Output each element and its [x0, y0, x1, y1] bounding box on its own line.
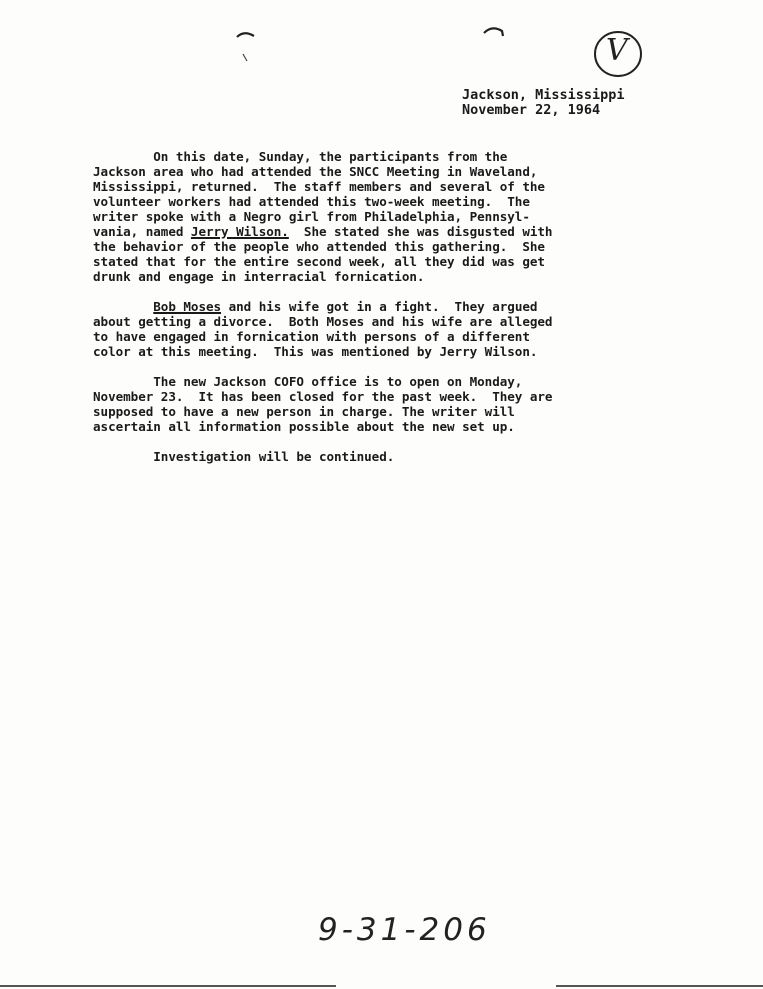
text-line: On this date, Sunday, the participants from the [93, 149, 508, 164]
paragraph [93, 449, 653, 464]
dateline-date: November 22, 1964 [462, 102, 601, 118]
scan-mark-right [482, 24, 506, 42]
text-line: color at this meeting. This was mentioned by Jerry Wilson. [93, 344, 538, 359]
text-line: Mississippi, returned. The staff members and several of the [93, 179, 545, 194]
underlined-name: Bob Moses [153, 299, 222, 314]
scan-mark-left [234, 28, 258, 64]
line-segment: vania, named [93, 224, 191, 239]
paragraph [93, 149, 653, 284]
text-line: Investigation will be continued. [93, 449, 395, 464]
dateline-place: Jackson, Mississippi [462, 87, 625, 103]
text-line: stated that for the entire second week, all they did was get [93, 254, 545, 269]
text-line: November 23. It has been closed for the past week. They are [93, 389, 553, 404]
bottom-rule-left [0, 985, 336, 987]
circled-mark [592, 28, 644, 80]
text-line: Jackson area who had attended the SNCC Meeting in Waveland, [93, 164, 538, 179]
text-line [93, 299, 653, 314]
paragraph [93, 299, 653, 359]
bottom-rule-right [556, 985, 763, 987]
text-line: supposed to have a new person in charge. The writer will [93, 404, 515, 419]
underlined-name: Jerry Wilson. [190, 224, 289, 239]
paragraph [93, 374, 653, 434]
text-line: volunteer workers had attended this two-week meeting. The [93, 194, 530, 209]
text-line: ascertain all information possible about the new set up. [93, 419, 515, 434]
text-line: The new Jackson COFO office is to open on Monday, [93, 374, 523, 389]
text-line: to have engaged in fornication with persons of a different [93, 329, 530, 344]
text-line [93, 224, 653, 239]
line-segment [93, 299, 153, 314]
text-line: drunk and engage in interracial fornication. [93, 269, 425, 284]
text-line: the behavior of the people who attended this gathering. She [93, 239, 545, 254]
line-segment: and his wife got in a fight. They argued [221, 299, 538, 314]
memo-body [93, 149, 653, 479]
line-segment: She stated she was disgusted with [288, 224, 553, 239]
file-number: 9-31-206 [318, 912, 491, 948]
circled-mark-letter: V [606, 33, 628, 68]
dateline [462, 88, 625, 118]
text-line: about getting a divorce. Both Moses and his wife are alleged [93, 314, 553, 329]
text-line: writer spoke with a Negro girl from Philadelphia, Pennsyl- [93, 209, 530, 224]
